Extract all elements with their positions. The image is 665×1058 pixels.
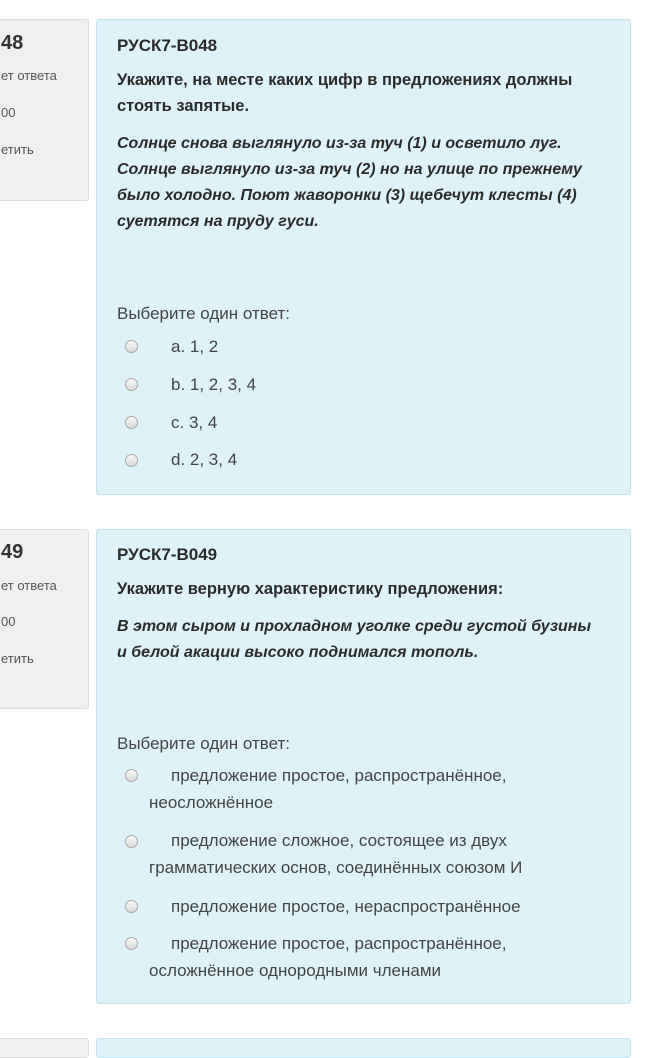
question-mark: 00	[1, 614, 16, 629]
question-status: ет ответа	[1, 578, 57, 593]
question-text: Укажите, на месте каких цифр в предложениях должны стоять запятые.	[117, 71, 573, 115]
answer-radio-2[interactable]	[125, 835, 138, 848]
answer-label-b[interactable]: b. 1, 2, 3, 4	[171, 375, 257, 394]
answer-label-d[interactable]: d. 2, 3, 4	[171, 450, 238, 469]
answer-radio-4[interactable]	[125, 937, 138, 950]
answer-radio-1[interactable]	[125, 769, 138, 782]
question-sentences: В этом сыром и прохладном уголке среди густой бузины и белой акации высоко поднимался тополь.	[117, 618, 592, 661]
next-question-card	[96, 1038, 631, 1058]
flag-question-link[interactable]: етить	[1, 142, 34, 157]
question-info-panel	[0, 529, 89, 709]
question-card	[96, 19, 631, 495]
next-question-info-panel	[0, 1038, 89, 1058]
answer-radio-d[interactable]	[125, 454, 138, 467]
answer-radio-b[interactable]	[125, 378, 138, 391]
answer-prompt: Выберите один ответ:	[117, 304, 290, 323]
answer-label-1[interactable]: предложение простое, распространённое, неосложнённое	[149, 766, 507, 812]
question-info-panel	[0, 19, 89, 201]
question-name: РУСК7-В048	[117, 36, 218, 55]
question-number: 49	[1, 541, 24, 563]
question-text: Укажите верную характеристику предложения:	[117, 580, 504, 598]
answer-label-a[interactable]: a. 1, 2	[171, 337, 219, 356]
answer-label-4[interactable]: предложение простое, распространённое, осложнённое однородными членами	[149, 934, 507, 980]
question-name: РУСК7-В049	[117, 545, 218, 564]
question-mark: 00	[1, 105, 16, 120]
answer-prompt: Выберите один ответ:	[117, 734, 290, 753]
answer-label-3[interactable]: предложение простое, нераспространённое	[171, 897, 521, 916]
answer-label-c[interactable]: c. 3, 4	[171, 413, 218, 432]
answer-radio-a[interactable]	[125, 340, 138, 353]
question-status: ет ответа	[1, 68, 57, 83]
question-sentences: Солнце снова выглянуло из-за туч (1) и осветило луг. Солнце выглянуло из-за туч (2) но на улице по прежнему было холодно. Поют жаворонки (3) щебечут клесты (4) суетятся на пруду гуси.	[117, 135, 582, 230]
question-card	[96, 529, 631, 1004]
answer-radio-c[interactable]	[125, 416, 138, 429]
question-number: 48	[1, 32, 24, 54]
answer-radio-3[interactable]	[125, 900, 138, 913]
flag-question-link[interactable]: етить	[1, 651, 34, 666]
answer-label-2[interactable]: предложение сложное, состоящее из двух грамматических основ, соединённых союзом И	[149, 831, 523, 877]
